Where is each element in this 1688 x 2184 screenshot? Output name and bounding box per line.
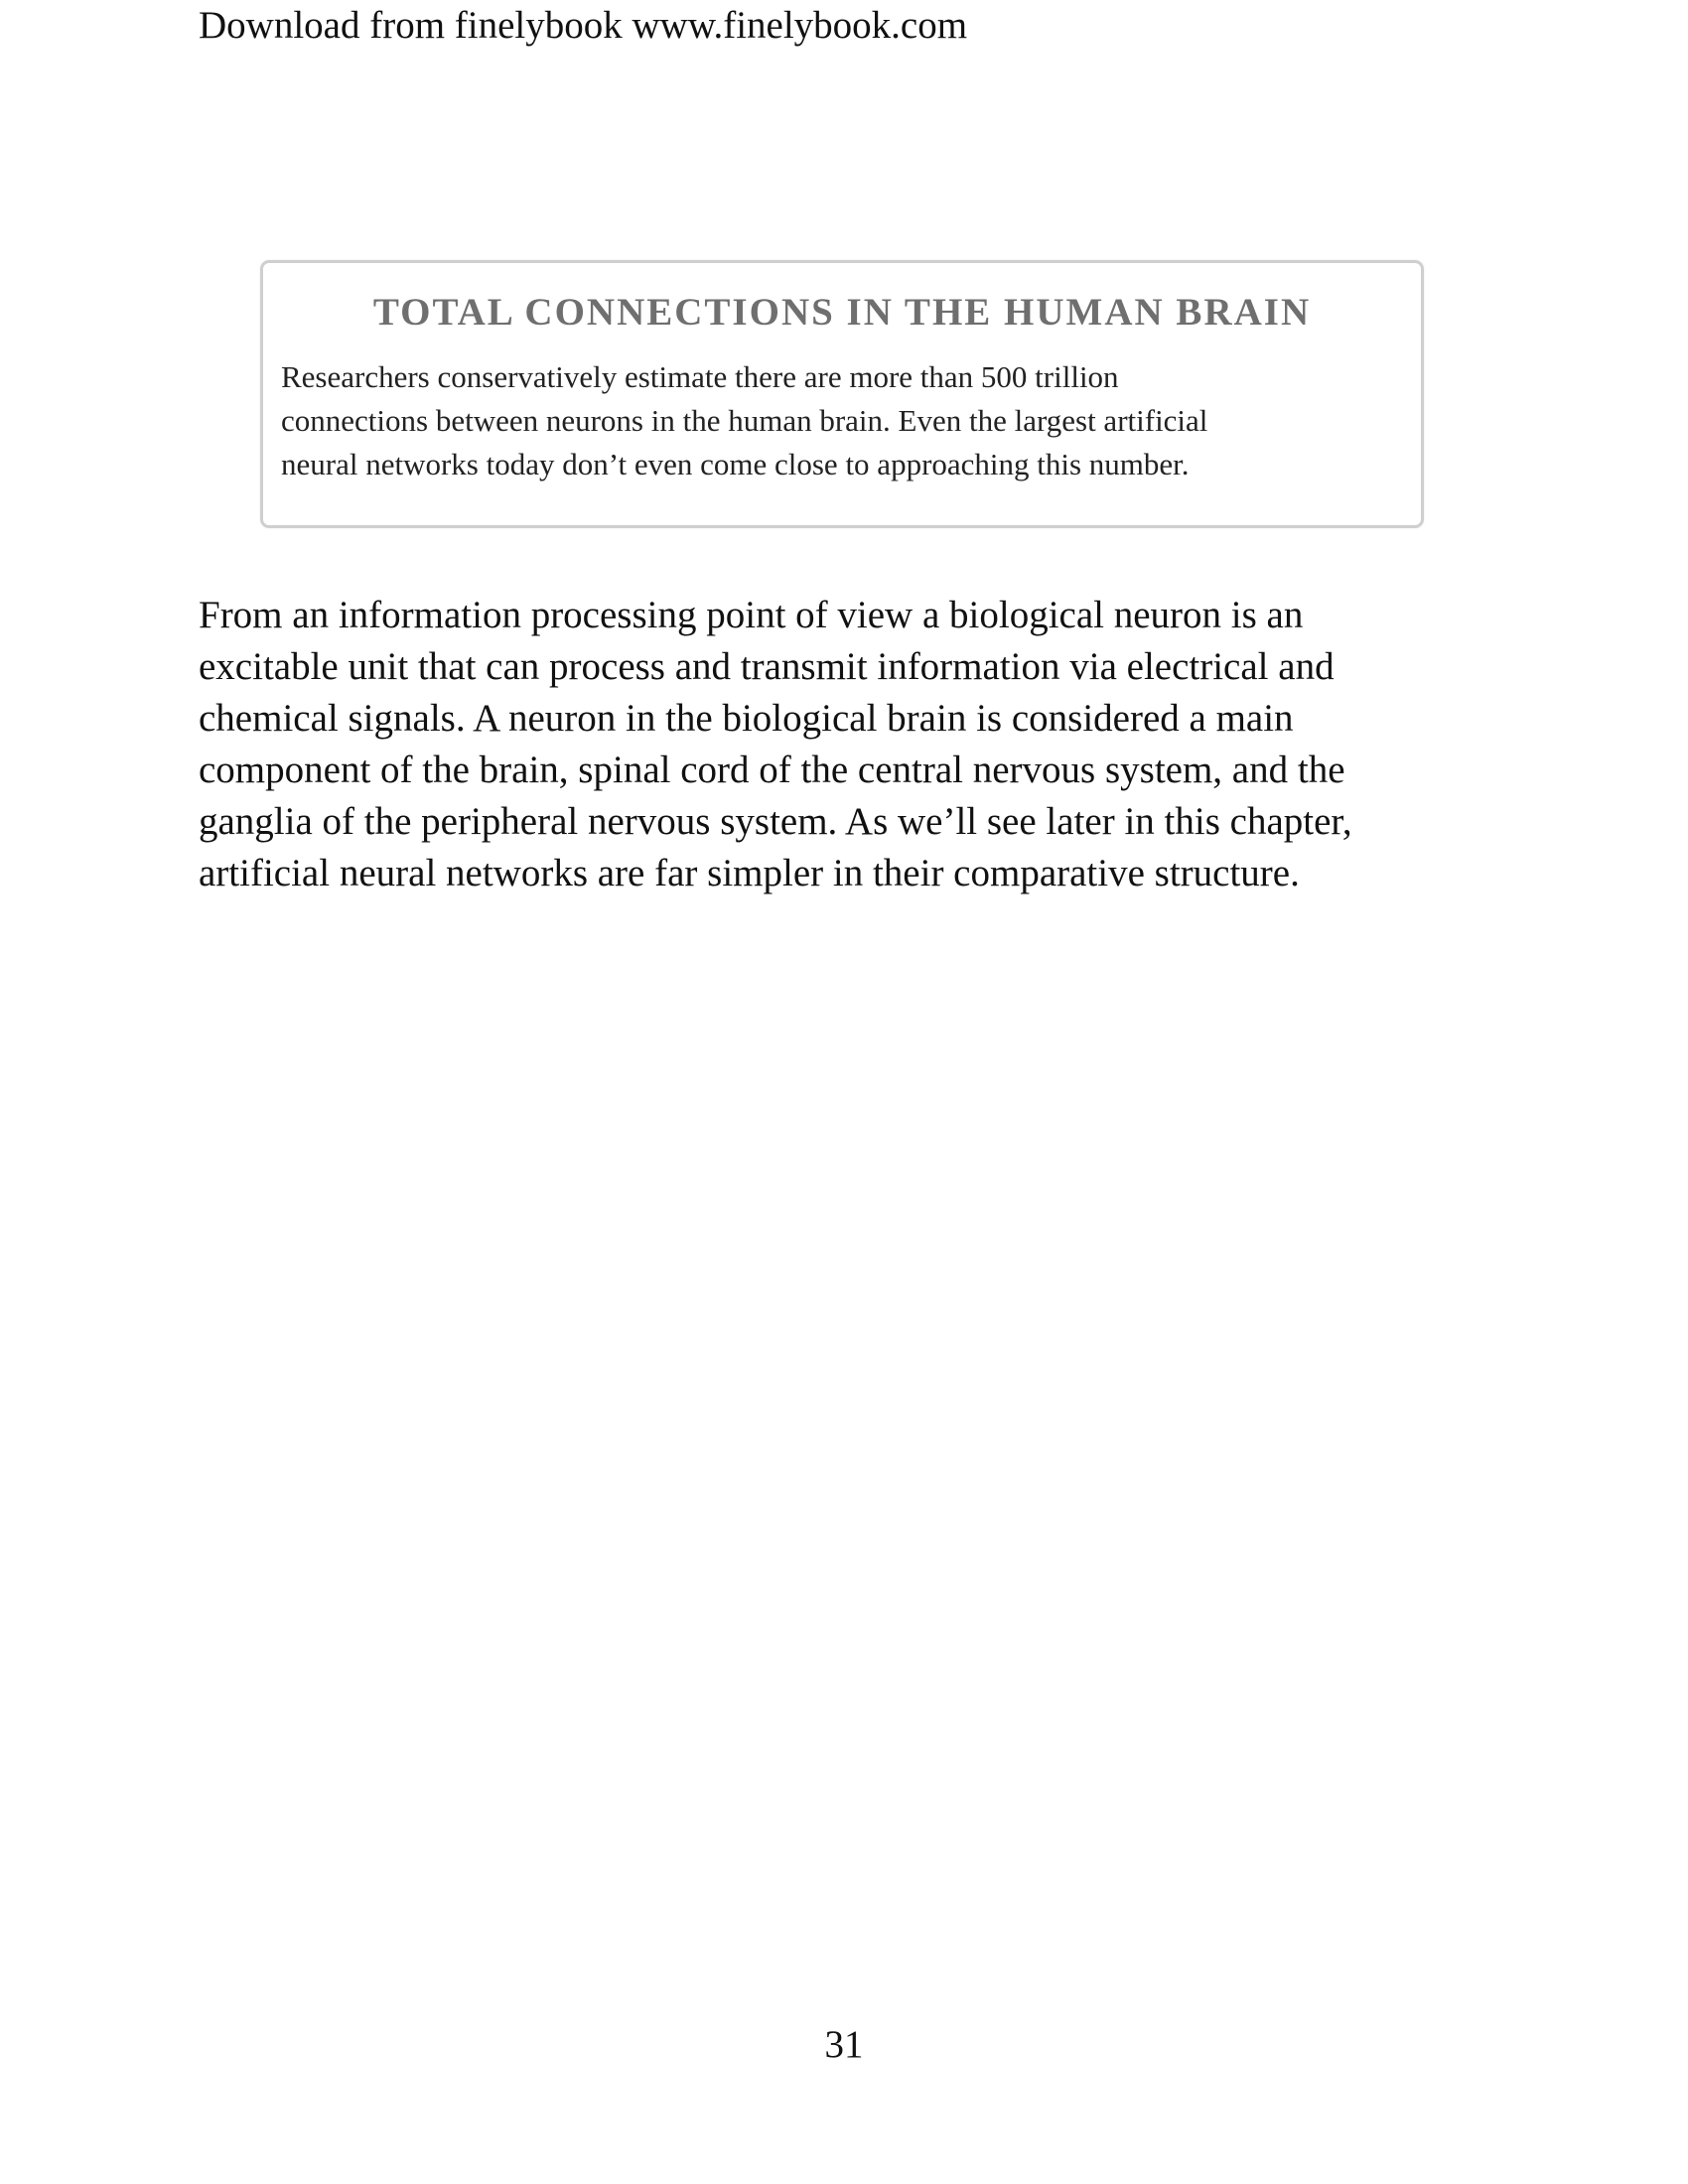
- paragraph-line: ganglia of the peripheral nervous system. As we’ll see later in this chapter,: [199, 800, 1352, 843]
- download-note: Download from finelybook www.finelybook.com: [199, 4, 968, 47]
- page-number: 31: [824, 2023, 864, 2066]
- paragraph-line: chemical signals. A neuron in the biological brain is considered a main: [199, 697, 1294, 740]
- callout-box: [260, 260, 1424, 528]
- callout-line: Researchers conservatively estimate there are more than 500 trillion: [281, 359, 1119, 394]
- callout-title: TOTAL CONNECTIONS IN THE HUMAN BRAIN: [372, 291, 1312, 334]
- paragraph-line: artificial neural networks are far simpler in their comparative structure.: [199, 852, 1300, 894]
- callout-line: connections between neurons in the human brain. Even the largest artificial: [281, 403, 1208, 438]
- paragraph-line: From an information processing point of view a biological neuron is an: [199, 594, 1304, 636]
- callout-line: neural networks today don’t even come close to approaching this number.: [281, 447, 1190, 481]
- paragraph-line: excitable unit that can process and transmit information via electrical and: [199, 645, 1335, 688]
- paragraph-line: component of the brain, spinal cord of the central nervous system, and the: [199, 749, 1345, 791]
- body-paragraph: [199, 590, 1479, 899]
- callout-body: [281, 355, 1393, 486]
